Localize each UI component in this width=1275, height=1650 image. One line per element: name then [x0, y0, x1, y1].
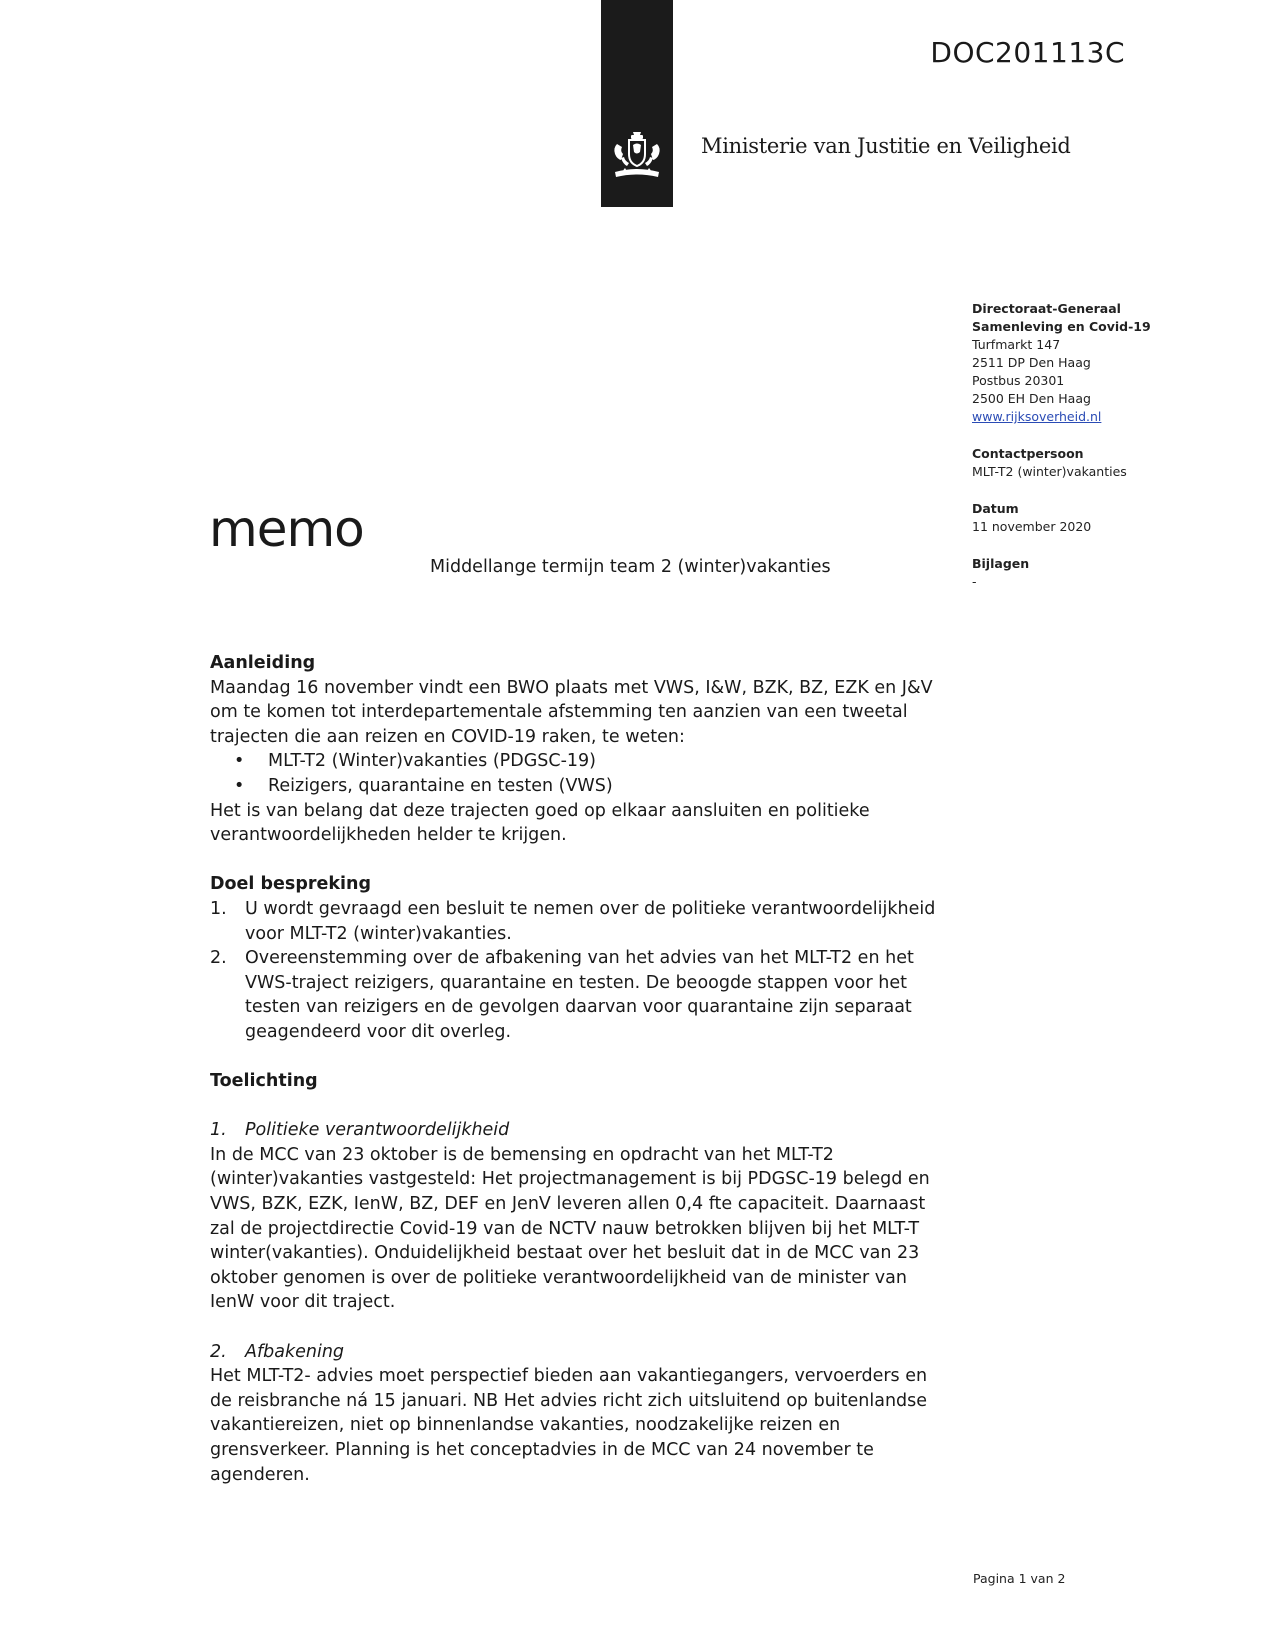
bullet-icon: •: [234, 775, 245, 796]
page-number: Pagina 1 van 2: [973, 1571, 1066, 1586]
contact-label: Contactpersoon: [972, 446, 1084, 461]
org-name-line2: Samenleving en Covid-19: [972, 319, 1151, 334]
list-item: 1. U wordt gevraagd een besluit te nemen over de politieke verantwoordelijkheid voor MLT-T2 (winter)vakanties.: [210, 898, 936, 944]
subheading-politieke-verantwoordelijkheid: 1. Politieke verantwoordelijkheid: [210, 1120, 510, 1141]
contact-value: MLT-T2 (winter)vakanties: [972, 464, 1127, 479]
memo-body: [210, 651, 950, 1487]
doel-numbered-list: [210, 897, 950, 1045]
address-line: 2511 DP Den Haag: [972, 355, 1091, 370]
section-heading-doel: Doel bespreking: [210, 874, 371, 895]
aanleiding-intro: Maandag 16 november vindt een BWO plaats met VWS, I&W, BZK, BZ, EZK en J&V om te komen tot interdepartementale afstemming ten aanzien van een tweetal trajecten die aan reizen en COVID-19 raken, te weten:: [210, 677, 933, 747]
org-name-line1: Directoraat-Generaal: [972, 301, 1121, 316]
ministry-logo-bar: [601, 0, 673, 207]
list-item: 2. Overeenstemming over de afbakening van het advies van het MLT-T2 en het VWS-traject reizigers, quarantaine en testen. De beoogde stappen voor het testen van reizigers en de gevolgen daarvan voor quarantaine zijn separaat geagendeerd voor dit overleg.: [210, 948, 914, 1042]
date-label: Datum: [972, 501, 1019, 516]
coat-of-arms-icon: [607, 128, 667, 188]
list-item: • Reizigers, quarantaine en testen (VWS): [210, 774, 950, 799]
section-heading-toelichting: Toelichting: [210, 1071, 318, 1092]
toelichting-paragraph-1: In de MCC van 23 oktober is de bemensing en opdracht van het MLT-T2 (winter)vakanties vastgesteld: Het projectmanagement is bij PDGSC-19 belegd en VWS, BZK, EZK, IenW, BZ, DEF en JenV leveren allen 0,4 fte capaciteit. Daarnaast zal de projectdirectie Covid-19 van de NCTV nauw betrokken blijven bij het MLT-T winter(vakanties). Onduidelijkheid bestaat over het besluit dat in de MCC van 23 oktober genomen is over de politieke verantwoordelijkheid van de minister van IenW voor dit traject.: [210, 1144, 930, 1313]
address-line: 2500 EH Den Haag: [972, 391, 1091, 406]
memo-title: memo: [209, 500, 364, 558]
memo-subject: Middellange termijn team 2 (winter)vakanties: [430, 557, 831, 577]
attachments-label: Bijlagen: [972, 556, 1030, 571]
sender-sidebar: [972, 300, 1202, 591]
bullet-icon: •: [234, 751, 245, 772]
subheading-afbakening: 2. Afbakening: [210, 1341, 345, 1362]
aanleiding-bullet-list: [210, 749, 950, 798]
section-heading-aanleiding: Aanleiding: [210, 653, 316, 673]
attachments-value: -: [972, 574, 977, 589]
ministry-name: Ministerie van Justitie en Veiligheid: [701, 134, 1071, 158]
aanleiding-outro: Het is van belang dat deze trajecten goed op elkaar aansluiten en politieke verantwoordelijkheden helder te krijgen.: [210, 800, 870, 846]
document-code: DOC201113C: [930, 36, 1125, 69]
website-link[interactable]: www.rijksoverheid.nl: [972, 409, 1102, 424]
address-line: Postbus 20301: [972, 373, 1065, 388]
address-line: Turfmarkt 147: [972, 337, 1061, 352]
date-value: 11 november 2020: [972, 519, 1092, 534]
toelichting-paragraph-2: Het MLT-T2- advies moet perspectief bieden aan vakantiegangers, vervoerders en de reisbranche ná 15 januari. NB Het advies richt zich uitsluitend op buitenlandse vakantiereizen, niet op binnenlandse vakanties, noodzakelijke reizen en grensverkeer. Planning is het conceptadvies in de MCC van 24 november te agenderen.: [210, 1366, 928, 1485]
list-item: • MLT-T2 (Winter)vakanties (PDGSC-19): [210, 749, 950, 774]
